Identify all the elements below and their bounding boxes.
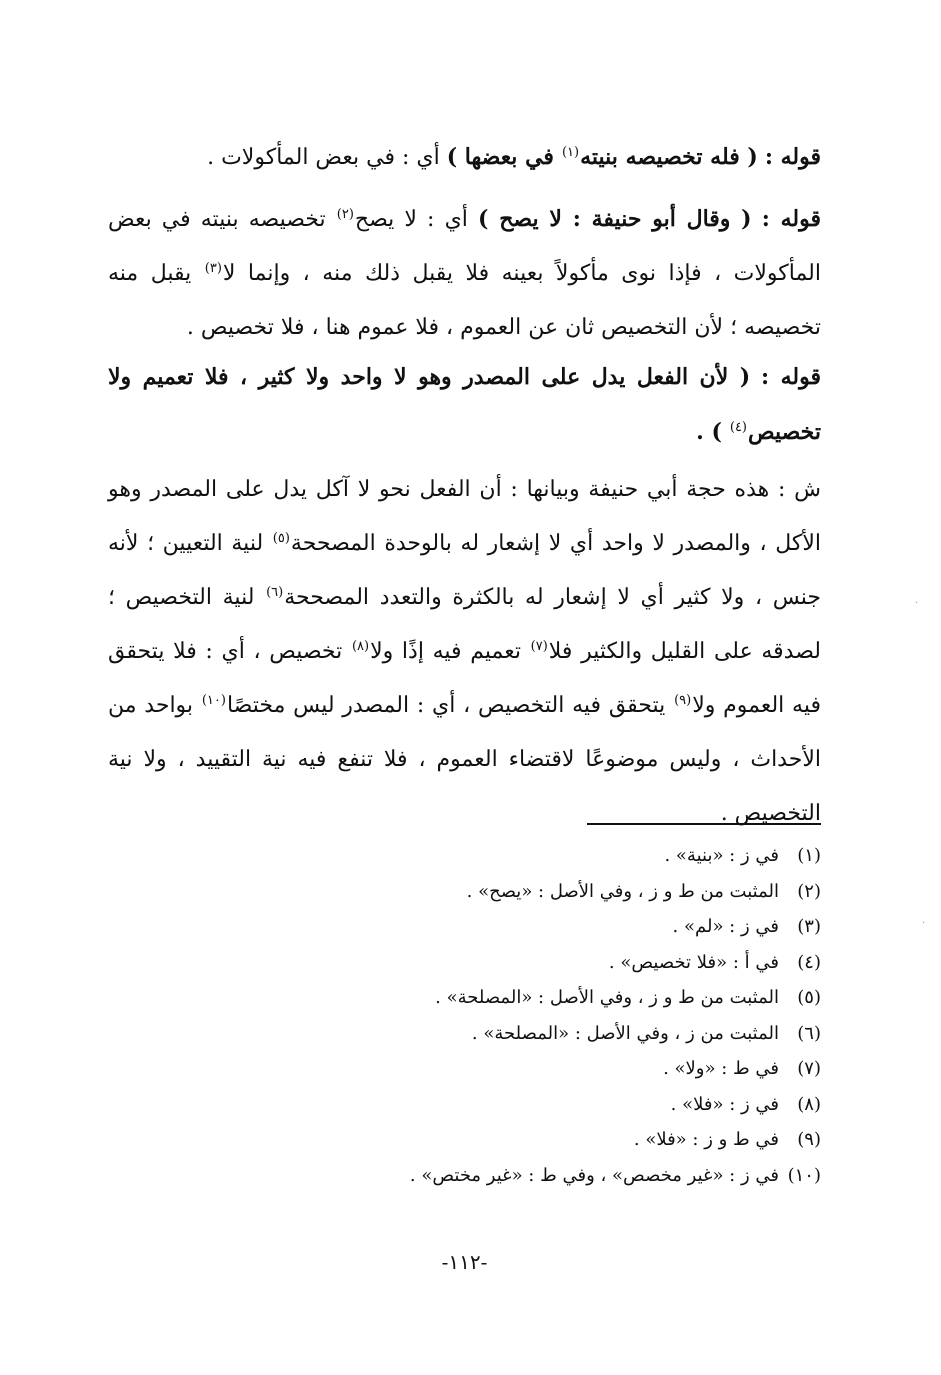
footnote-text: في ط و ز : «فلا» . [633,1129,779,1150]
commentary-text: يتحقق فيه التخصيص ، أي : المصدر ليس مختصًا [226,693,666,718]
footnote-number: (١) [797,845,821,866]
footnote-number: (٤) [797,951,821,973]
footnote-number: (٩) [797,1129,821,1150]
quoted-text: ( فله تخصيصه بنيته [580,144,758,170]
footnote-ref-4[interactable]: (٤) [729,419,747,435]
qawluh-label: قوله : [761,206,822,232]
footnote-ref-2[interactable]: (٢) [336,206,354,222]
commentary-text: لنية التعيين ؛ لأنه جنس ، ولا كثير أي لا إشعار له بالكثرة والتعدد المصححة [108,531,821,610]
scan-speck: · [922,918,926,929]
footnote-text: المثبت من ز ، وفي الأصل : «المصلحة» . [471,1022,779,1044]
footnote-number: (٧) [797,1058,821,1079]
qawluh-label: قوله : [760,364,821,390]
footnote-text: المثبت من ط و ز ، وفي الأصل : «المصلحة» . [435,987,779,1008]
quote-close: ) . [696,419,722,445]
footnote-text: في ز : «فلا» . [670,1093,779,1115]
commentary-text: تخصيص ، أي : فلا يتحقق فيه العموم ولا [108,639,821,718]
footnote-item [108,980,821,1016]
footnote-separator [587,823,821,825]
footnote-number: (٥) [797,987,821,1008]
paragraph-1 [108,130,821,185]
commentary-text: ش : هذه حجة أبي حنيفة وبيانها : أن الفعل نحو لا آكل يدل على المصدر وهو الأكل ، والمصدر لا واحد أي لا إشعار له بالوحدة المصححة [108,477,821,556]
scan-speck: · [915,598,919,609]
quoted-text: ( وقال أبو حنيفة : لا يصح ) [478,206,752,232]
paragraph-2 [108,192,821,355]
commentary-text: بواحد من الأحداث ، وليس موضوعًا لاقتضاء العموم ، فلا تنفع فيه نية التقييد ، ولا نية التخصيص . [108,693,821,826]
footnote-ref-6[interactable]: (٦) [266,584,284,600]
footnote-ref-1[interactable]: (١) [561,144,580,160]
footnote-item [108,838,821,874]
footnote-number: (٢) [797,880,821,902]
quoted-text-continued: في بعضها ) [446,144,554,170]
commentary-text: تخصيصه بنيته في بعض المأكولات ، فإذا نوى مأكولاً بعينه فلا يقبل ذلك منه ، وإنما لا [108,207,821,286]
footnote-ref-3[interactable]: (٣) [204,260,222,276]
commentary-text: يقبل منه تخصيصه ؛ لأن التخصيص ثان عن العموم ، فلا عموم هنا ، فلا تخصيص . [108,261,821,340]
footnote-number: (٨) [797,1093,821,1115]
footnote-text: المثبت من ط و ز ، وفي الأصل : «يصح» . [466,880,779,902]
footnote-ref-9[interactable]: (٩) [674,692,692,708]
footnote-item [108,945,821,981]
footnote-ref-5[interactable]: (٥) [272,530,290,546]
footnote-item [108,1051,821,1087]
commentary-text: أي : في بعض المأكولات . [207,145,440,170]
footnote-number: (٦) [797,1022,821,1044]
commentary-text: لنية التخصيص ؛ لصدقه على القليل والكثير فلا [108,585,822,664]
commentary-text: تعميم فيه إذًا ولا [370,639,521,664]
footnote-item [108,1122,821,1158]
footnote-item [108,874,821,910]
footnote-text: في أ : «فلا تخصيص» . [608,951,779,973]
footnote-number: (٣) [797,916,821,937]
footnote-item [108,1158,821,1194]
document-page [108,0,821,1375]
paragraph-3 [108,350,821,460]
footnote-text: في ز : «لم» . [672,916,779,937]
page-number: -١١٢- [441,1250,488,1274]
footnotes-list [108,838,821,1193]
footnote-text: في ز : «بنية» . [664,845,779,866]
footnote-ref-10[interactable]: (١٠) [201,692,226,708]
paragraph-4-commentary [108,463,821,841]
footnote-text: في ط : «ولا» . [663,1058,779,1079]
footnote-item [108,1016,821,1052]
footnote-ref-8[interactable]: (٨) [351,638,370,654]
qawluh-label: قوله : [764,144,821,170]
quoted-text: ( لأن الفعل يدل على المصدر وهو لا واحد ولا كثير ، فلا تعميم ولا تخصيص [108,364,821,445]
footnote-item [108,909,821,945]
footnote-ref-7[interactable]: (٧) [530,638,548,654]
footnote-text: في ز : «غير مخصص» ، وفي ط : «غير مختص» . [409,1164,779,1186]
commentary-text: أي : لا يصح [354,207,468,232]
footnote-item [108,1087,821,1123]
footnote-number: (١٠) [787,1164,821,1186]
